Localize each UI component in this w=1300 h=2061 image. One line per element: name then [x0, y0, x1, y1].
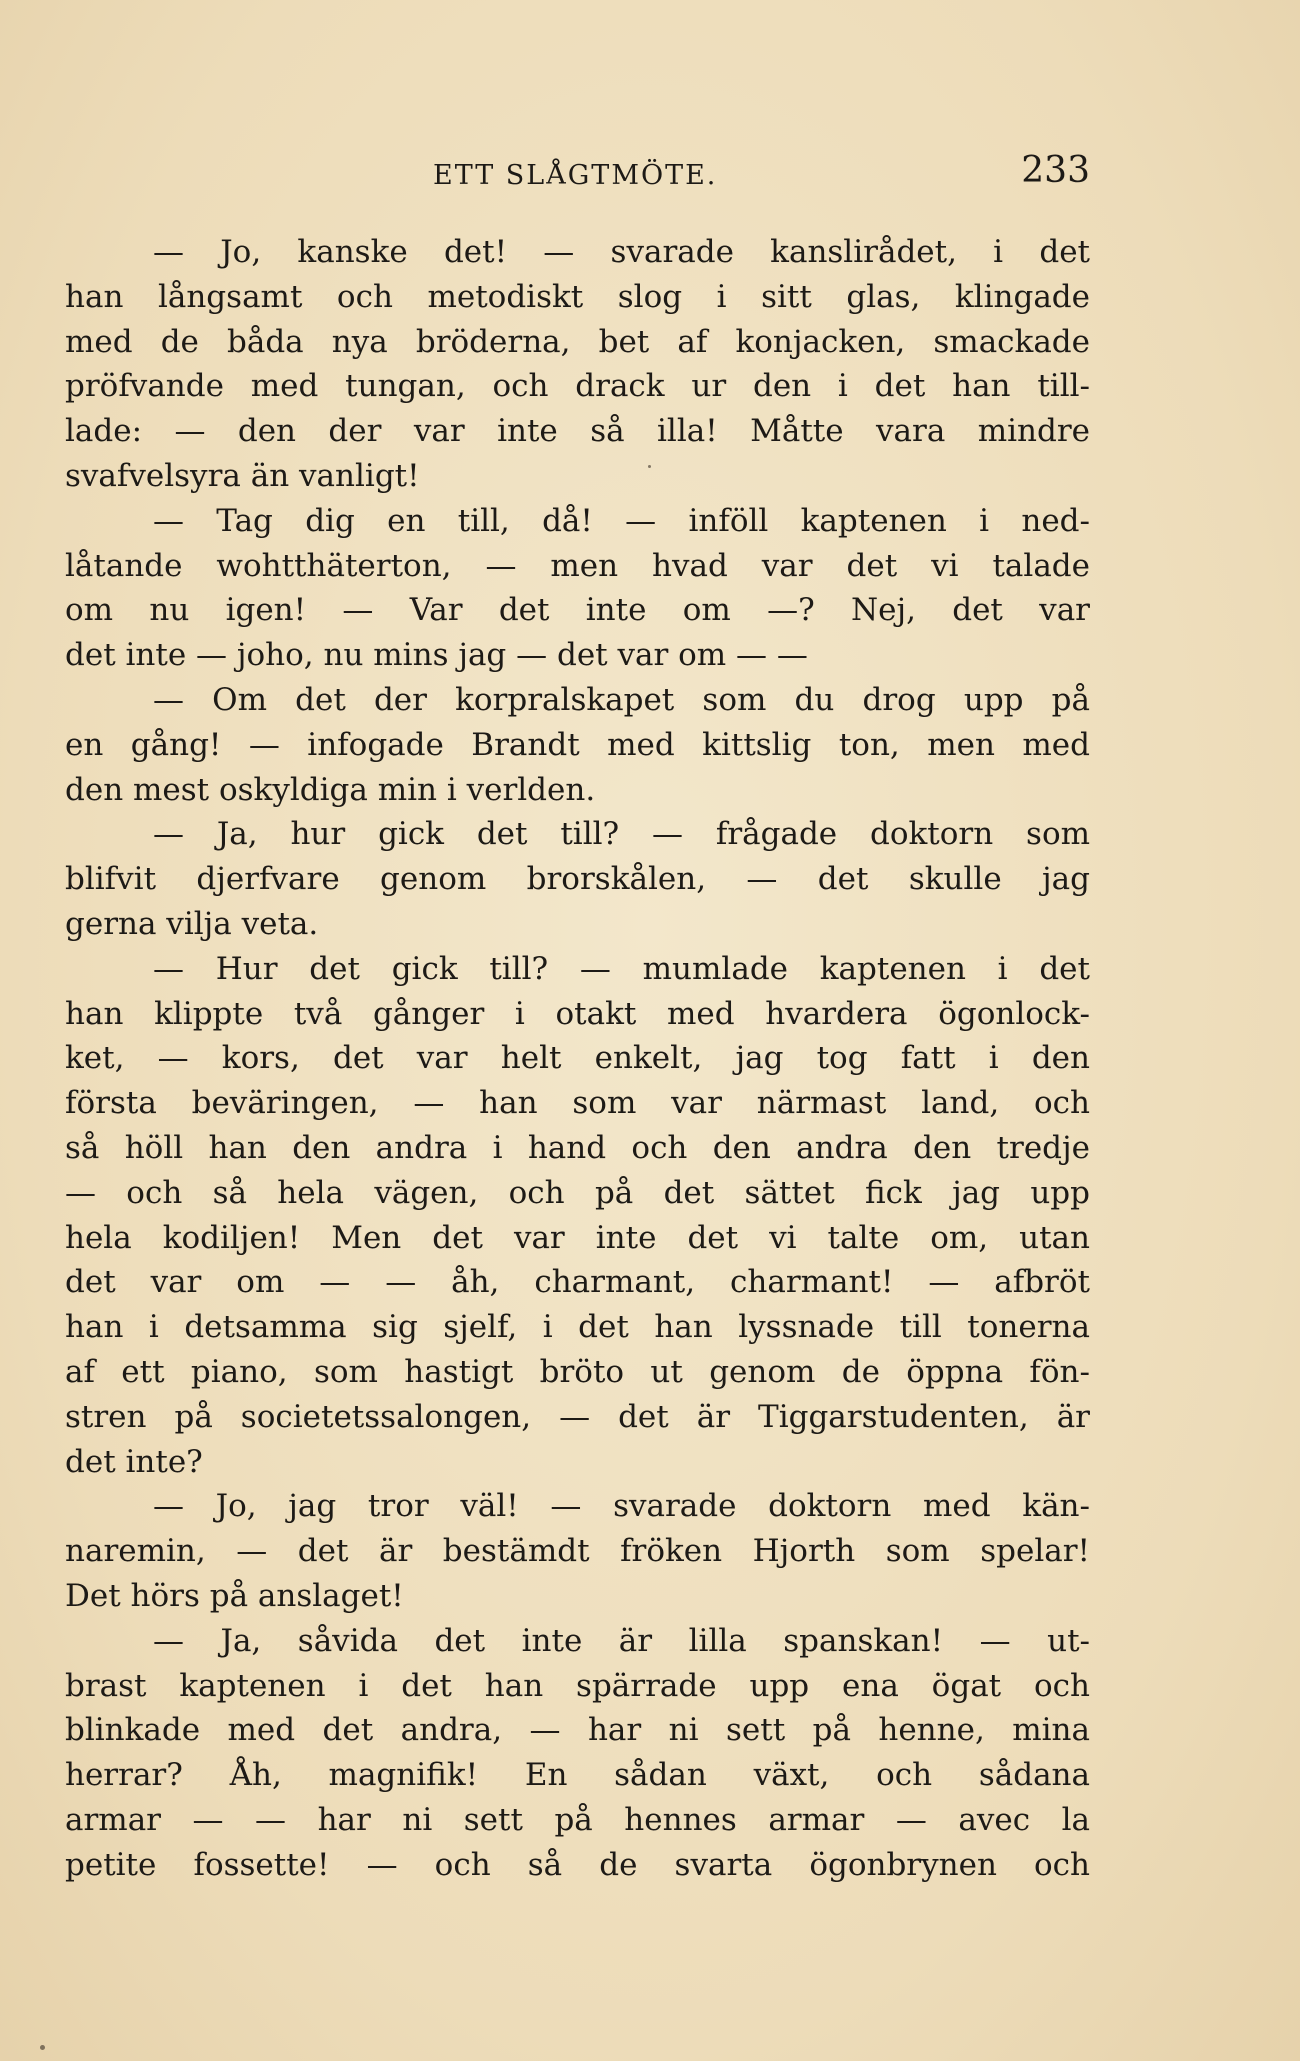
text-line: blifvit djerfvare genom brorskålen, — det skulle jag	[65, 861, 1090, 898]
text-line: — Ja, såvida det inte är lilla spanskan! — ut-	[153, 1622, 1090, 1659]
text-line: så höll han den andra i hand och den andra den tredje	[65, 1129, 1090, 1166]
text-line: — Jo, kanske det! — svarade kanslirådet, i det	[153, 234, 1090, 270]
text-line: blinkade med det andra, — har ni sett på henne, mina	[65, 1712, 1090, 1749]
text-line: — Tag dig en till, då! — inföll kaptenen i ned-	[153, 502, 1090, 539]
paper-speck	[40, 2045, 45, 2050]
text-line: med de båda nya bröderna, bet af konjacken, smackade	[65, 323, 1090, 360]
running-title: ETT SLÅGTMÖTE.	[433, 160, 718, 191]
text-line: — Om det der korpralskapet som du drog upp på	[153, 681, 1090, 718]
paper-speck	[648, 465, 651, 468]
text-line: låtande wohtthäterton, — men hvad var det vi talade	[65, 547, 1090, 584]
body-text	[65, 230, 1090, 1887]
text-line: han långsamt och metodiskt slog i sitt glas, klingade	[65, 278, 1090, 315]
text-line: herrar? Åh, magnifik! En sådan växt, och sådana	[65, 1757, 1090, 1794]
text-line: den mest oskyldiga min i verlden.	[65, 771, 596, 808]
text-line: petite fossette! — och så de svarta ögonbrynen och	[65, 1846, 1090, 1883]
text-line: första beväringen, — han som var närmast land, och	[65, 1085, 1090, 1122]
text-line: pröfvande med tungan, och drack ur den i det han till-	[65, 368, 1090, 405]
text-line: af ett piano, som hastigt bröto ut genom de öppna fön-	[65, 1353, 1090, 1390]
text-line: svafvelsyra än vanligt!	[65, 457, 420, 494]
text-line: gerna vilja veta.	[65, 905, 319, 942]
text-line: han i detsamma sig sjelf, i det han lyssnade till tonerna	[65, 1309, 1090, 1346]
text-line: han klippte två gånger i otakt med hvardera ögonlock-	[65, 995, 1090, 1032]
text-line: brast kaptenen i det han spärrade upp ena ögat och	[65, 1667, 1090, 1704]
text-line: — och så hela vägen, och på det sättet fick jag upp	[65, 1174, 1090, 1211]
text-line: — Jo, jag tror väl! — svarade doktorn med kän-	[153, 1488, 1090, 1525]
text-line: ket, — kors, det var helt enkelt, jag tog fatt i den	[65, 1040, 1090, 1077]
text-line: en gång! — infogade Brandt med kittslig ton, men med	[65, 726, 1090, 763]
page-number: 233	[1021, 150, 1090, 191]
text-line: lade: — den der var inte så illa! Måtte vara mindre	[65, 413, 1090, 450]
text-line: det inte — joho, nu mins jag — det var om — —	[65, 637, 808, 674]
text-line: armar — — har ni sett på hennes armar — avec la	[65, 1801, 1090, 1838]
text-line: stren på societetssalongen, — det är Tiggarstudenten, är	[65, 1398, 1090, 1435]
text-line: hela kodiljen! Men det var inte det vi talte om, utan	[65, 1219, 1090, 1256]
text-line: Det hörs på anslaget!	[65, 1577, 404, 1614]
text-line: det var om — — åh, charmant, charmant! — afbröt	[65, 1264, 1090, 1301]
text-line: — Hur det gick till? — mumlade kaptenen i det	[153, 950, 1090, 987]
text-line: — Ja, hur gick det till? — frågade doktorn som	[153, 816, 1090, 853]
text-line: det inte?	[65, 1443, 203, 1480]
page-header	[65, 150, 1090, 200]
text-line: naremin, — det är bestämdt fröken Hjorth som spelar!	[65, 1533, 1090, 1570]
text-line: om nu igen! — Var det inte om —? Nej, det var	[65, 592, 1090, 629]
